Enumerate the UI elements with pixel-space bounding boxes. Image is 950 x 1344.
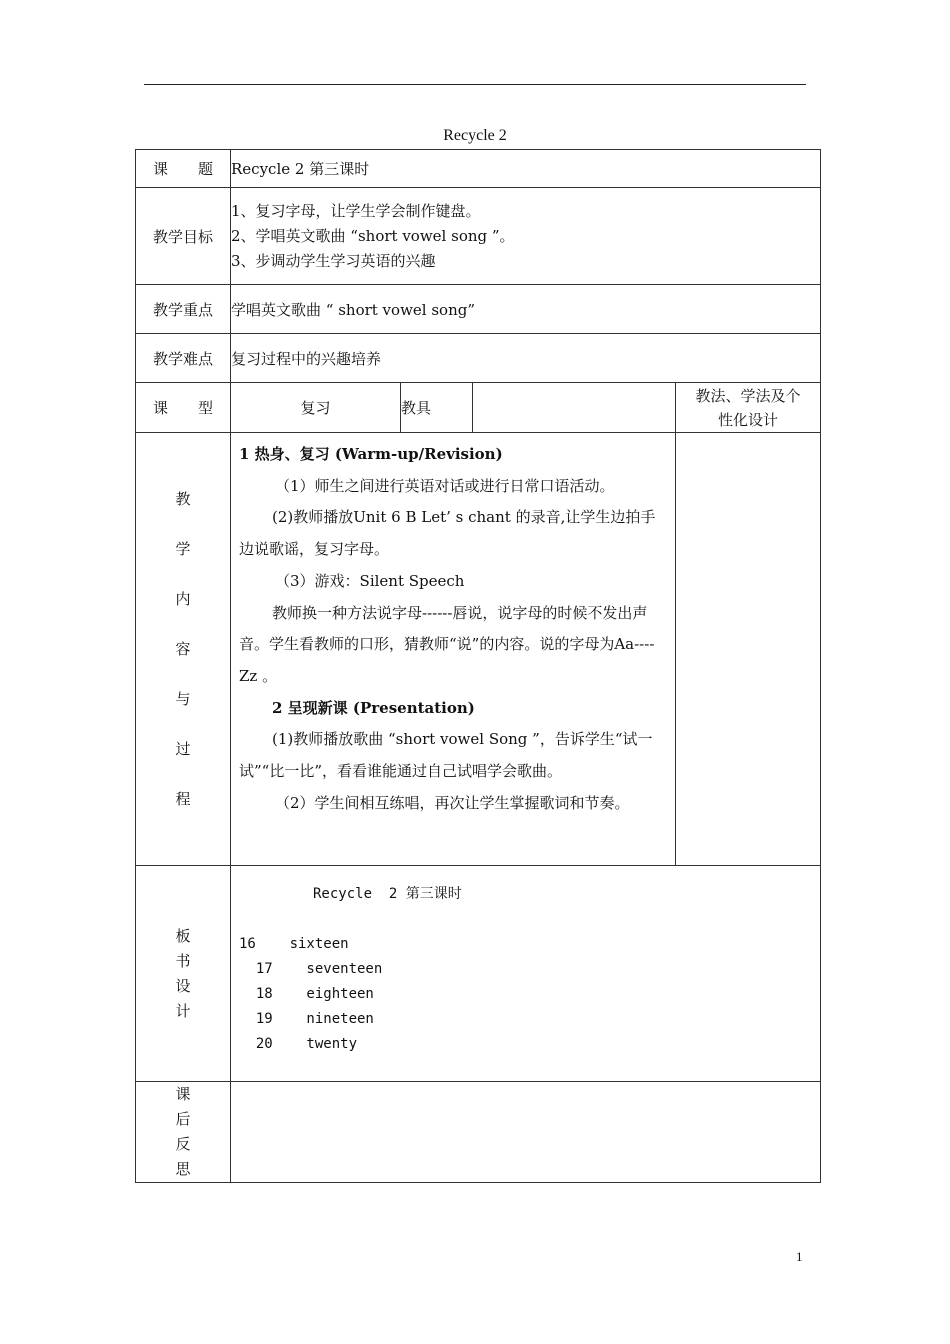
content-paragraph: （2）学生间相互练唱，再次让学生掌握歌词和节奏。 <box>275 793 630 812</box>
section-heading: 1 热身、复习 (Warm-up/Revision) <box>239 445 503 463</box>
topic-value: Recycle 2 第三课时 <box>231 150 821 188</box>
row-key-point <box>136 285 821 334</box>
content-paragraph: 教师换一种方法说字母------唇说，说字母的时候不发出声音。学生看教师的口形，猜教师“说”的内容。说的字母为Aa----Zz 。 <box>239 603 655 685</box>
goals-label: 教学目标 <box>136 188 231 285</box>
reflection-label <box>136 1082 231 1183</box>
topic-label: 课 题 <box>136 150 231 188</box>
content-label-char: 内 <box>175 590 191 608</box>
reflection-label-char: 课 <box>175 1085 191 1103</box>
methods-value <box>676 433 821 866</box>
tools-label: 教具 <box>401 383 473 433</box>
goals-list <box>231 188 821 285</box>
board-title: Recycle 2 第三课时 <box>313 886 462 902</box>
content-body <box>231 433 676 866</box>
goal-item: 3、步调动学生学习英语的兴趣 <box>231 251 436 270</box>
difficulty-label: 教学难点 <box>136 334 231 383</box>
page-number: 1 <box>796 1249 803 1264</box>
goal-item: 1、复习字母，让学生学会制作键盘。 <box>231 201 481 220</box>
content-paragraph: （3）游戏：Silent Speech <box>275 571 465 590</box>
board-line: 18 eighteen <box>239 986 374 1002</box>
methods-label: 教法、学法及个性化设计 <box>676 383 821 433</box>
row-topic <box>136 150 821 188</box>
document-title: Recycle 2 <box>443 127 507 144</box>
board-line: 20 twenty <box>239 1036 358 1052</box>
goal-item: 2、学唱英文歌曲 “short vowel song ”。 <box>231 226 515 245</box>
section-heading: 2 呈现新课 (Presentation) <box>272 698 475 717</box>
board-label-char: 板 <box>175 926 191 945</box>
board-label-char: 设 <box>175 976 191 995</box>
row-reflection <box>136 1082 821 1183</box>
lesson-plan-table <box>135 149 821 1183</box>
lesson-type-value: 复习 <box>231 383 401 433</box>
reflection-label-char: 思 <box>175 1160 191 1178</box>
reflection-value <box>231 1082 821 1183</box>
content-label <box>136 433 231 866</box>
board-label-char: 书 <box>175 951 191 970</box>
tools-value <box>473 383 676 433</box>
lesson-type-label: 课 型 <box>136 383 231 433</box>
row-goals <box>136 188 821 285</box>
content-paragraph: (2)教师播放Unit 6 B Let’ s chant 的录音,让学生边拍手边说歌谣，复习字母。 <box>239 508 656 559</box>
difficulty-value: 复习过程中的兴趣培养 <box>231 334 821 383</box>
content-label-char: 程 <box>175 790 191 808</box>
board-line: 19 nineteen <box>239 1011 374 1027</box>
row-lesson-type <box>136 383 821 433</box>
board-label-char: 计 <box>175 1001 191 1020</box>
row-board <box>136 866 821 1082</box>
content-label-char: 教 <box>175 490 191 508</box>
reflection-label-char: 反 <box>175 1135 191 1153</box>
board-label <box>136 866 231 1082</box>
board-line: 16 sixteen <box>239 936 349 952</box>
key-point-value: 学唱英文歌曲 “ short vowel song” <box>231 285 821 334</box>
reflection-label-char: 后 <box>175 1110 191 1128</box>
key-point-label: 教学重点 <box>136 285 231 334</box>
content-label-char: 学 <box>175 540 191 558</box>
board-body <box>231 866 821 1082</box>
content-paragraph: (1)教师播放歌曲 “short vowel Song ”，告诉学生“试一试”“比一比”，看看谁能通过自己试唱学会歌曲。 <box>239 730 653 781</box>
row-difficulty <box>136 334 821 383</box>
content-label-char: 容 <box>175 640 191 658</box>
header-rule <box>144 84 806 85</box>
content-paragraph: （1）师生之间进行英语对话或进行日常口语活动。 <box>275 476 615 495</box>
board-line: 17 seventeen <box>239 961 383 977</box>
content-label-char: 过 <box>175 740 191 758</box>
row-content <box>136 433 821 866</box>
content-label-char: 与 <box>175 690 191 708</box>
